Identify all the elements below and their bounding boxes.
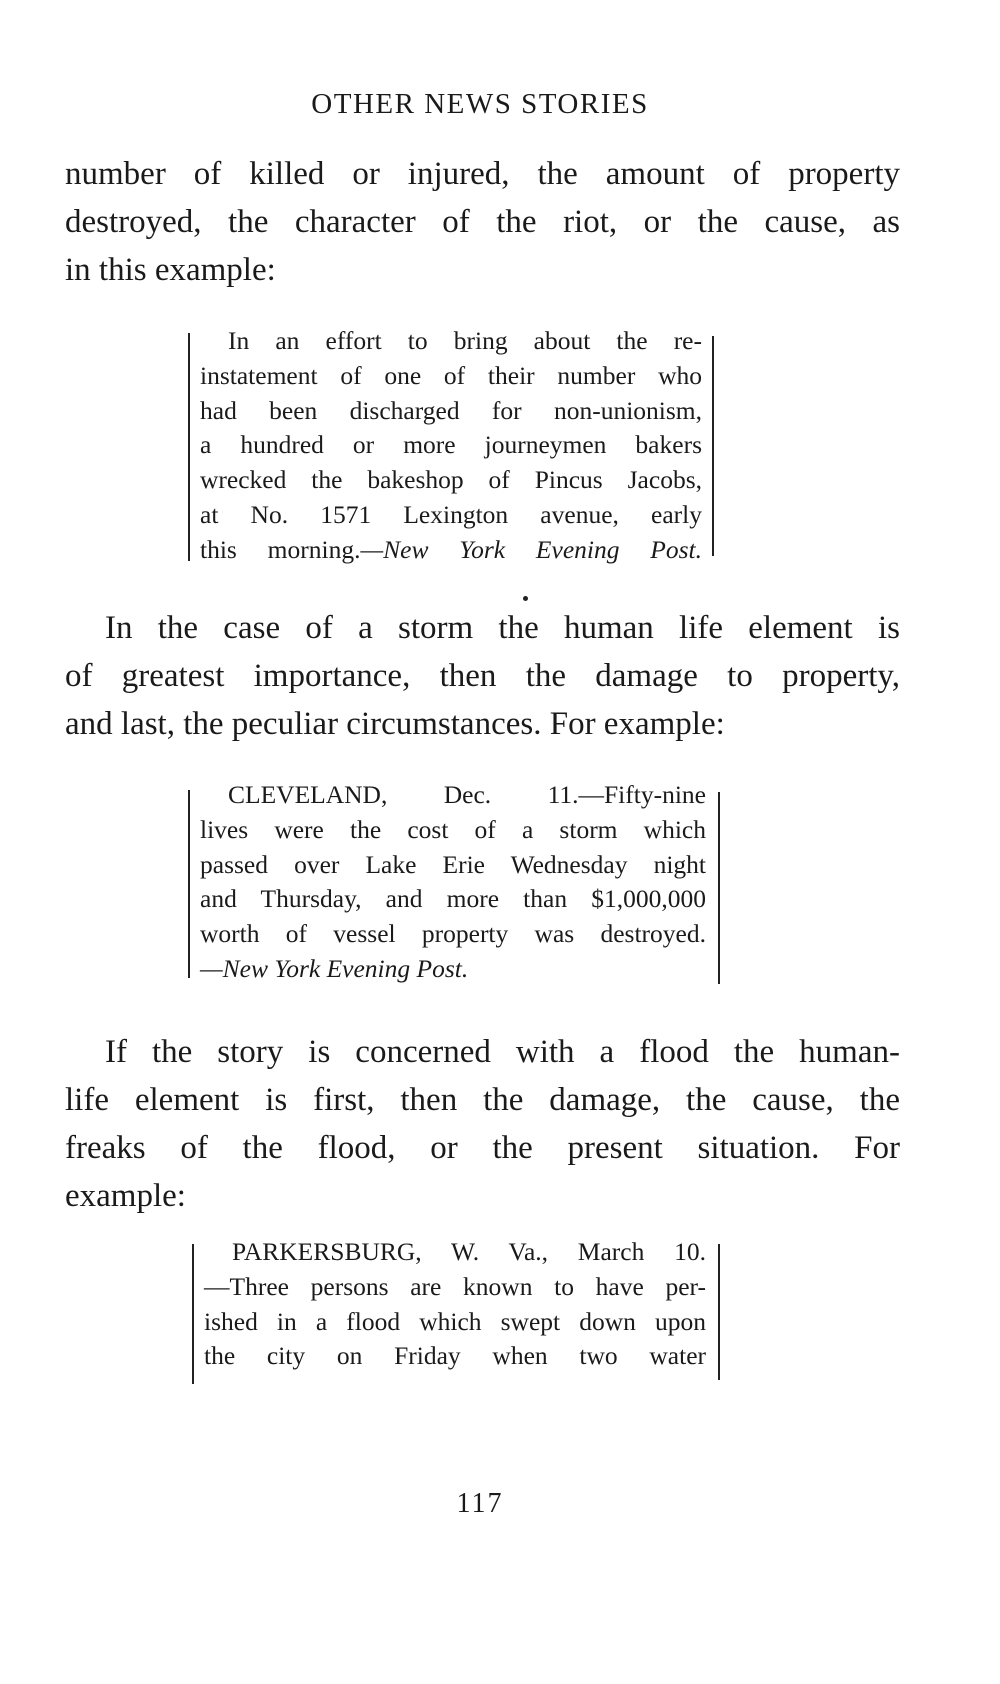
quote-line: instatement of one of their number who: [200, 360, 702, 390]
text-line: destroyed, the character of the riot, or the cause, as: [65, 204, 900, 240]
quote-line: [200, 533, 702, 568]
text-line: in this example:: [65, 252, 276, 288]
text-line: number of killed or injured, the amount of property: [65, 156, 900, 192]
quote-text: this morning.: [200, 534, 361, 564]
text-line: In the case of a storm the human life element is: [105, 610, 900, 646]
quote-source: —New York Evening Post.: [360, 534, 702, 564]
page-number: 117: [456, 1488, 504, 1519]
body-paragraph-1: [65, 150, 900, 294]
quote-line: CLEVELAND, Dec. 11.—Fifty-nine: [228, 780, 706, 809]
quote-right-rule: [718, 1244, 720, 1380]
quote-line: and Thursday, and more than $1,000,000: [200, 884, 706, 914]
quote-line: ished in a flood which swept down upon: [204, 1306, 706, 1336]
quote-line: a hundred or more journeymen bakers: [200, 430, 702, 460]
text-line: freaks of the flood, or the present situation. For: [65, 1130, 900, 1166]
quote-line: In an effort to bring about the re-: [228, 326, 702, 355]
block-quote-3: [192, 1235, 716, 1374]
quote-line: lives were the cost of a storm which: [200, 814, 706, 844]
quote-line: worth of vessel property was destroyed.: [200, 919, 706, 949]
body-paragraph-2: [65, 604, 900, 748]
quote-line: wrecked the bakeshop of Pincus Jacobs,: [200, 465, 702, 495]
quote-line: at No. 1571 Lexington avenue, early: [200, 499, 702, 529]
quote-line: had been discharged for non-unionism,: [200, 395, 702, 425]
quote-right-rule: [712, 336, 714, 556]
quote-right-rule: [718, 792, 720, 984]
quote-line: —Three persons are known to have per-: [204, 1271, 706, 1301]
quote-source: —New York Evening Post.: [200, 953, 469, 983]
quote-line: [200, 952, 706, 987]
quote-line: passed over Lake Erie Wednesday night: [200, 849, 706, 879]
text-line: If the story is concerned with a flood the human-: [105, 1034, 900, 1070]
quote-line: PARKERSBURG, W. Va., March 10.: [232, 1237, 706, 1266]
quote-line: the city on Friday when two water: [204, 1341, 706, 1371]
text-line: example:: [65, 1178, 186, 1214]
text-line: of greatest importance, then the damage to property,: [65, 658, 900, 694]
block-quote-1: [188, 324, 712, 568]
body-paragraph-3: [65, 1028, 900, 1220]
running-head: OTHER NEWS STORIES: [311, 88, 649, 120]
text-line: and last, the peculiar circumstances. For example:: [65, 706, 725, 742]
block-quote-2: [188, 778, 716, 987]
text-line: life element is first, then the damage, the cause, the: [65, 1082, 900, 1118]
ink-speck: [523, 596, 528, 601]
